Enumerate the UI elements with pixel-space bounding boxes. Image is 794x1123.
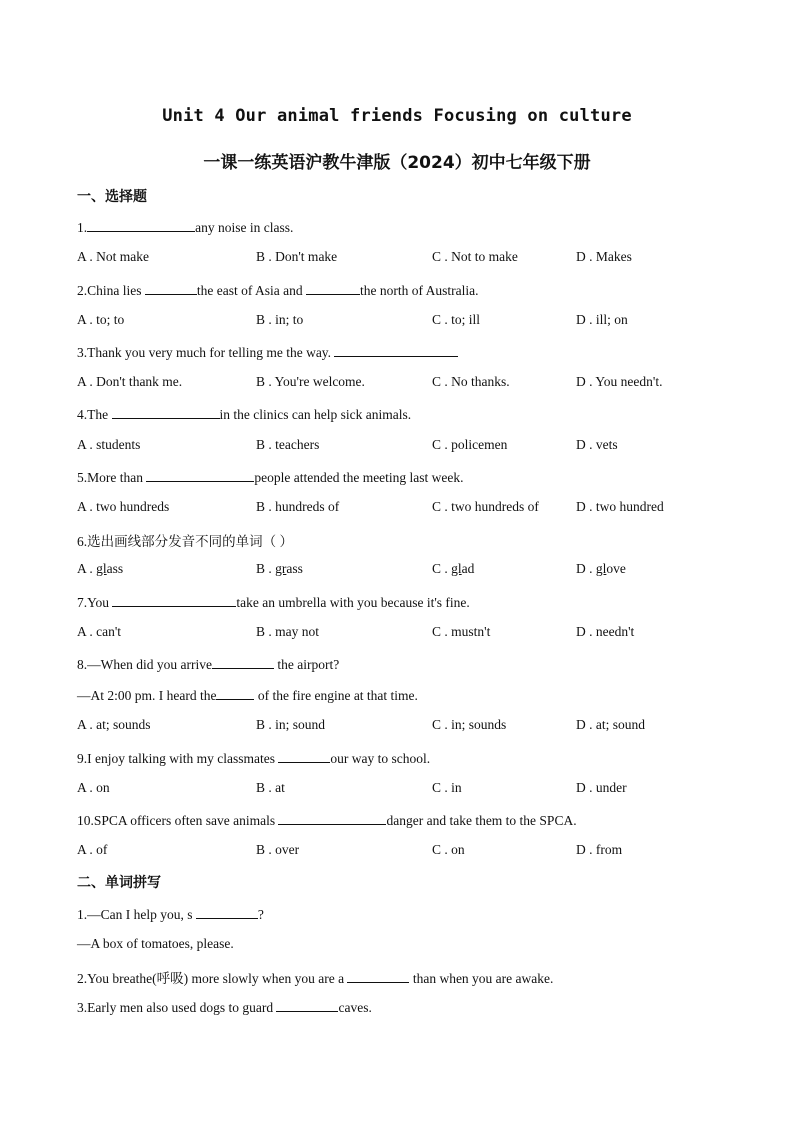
option-c[interactable]: C . No thanks.	[432, 374, 510, 389]
option-c[interactable]: C . Not to make	[432, 249, 518, 264]
answer-blank[interactable]	[334, 343, 458, 357]
answer-blank[interactable]	[196, 905, 258, 919]
option-d[interactable]: D . glove	[576, 561, 626, 576]
option-b[interactable]: B . You're welcome.	[256, 374, 365, 389]
option-a[interactable]: A . can't	[77, 624, 122, 639]
answer-blank[interactable]	[216, 686, 254, 700]
spelling-1-reply: —A box of tomatoes, please.	[77, 936, 234, 951]
option-d[interactable]: D . two hundred	[576, 499, 664, 514]
question-7: 7.You take an umbrella with you because it's fine.	[77, 595, 470, 610]
underlined-letters: gl	[595, 561, 607, 576]
question-5-options	[77, 499, 717, 517]
question-6: 6.选出画线部分发音不同的单词（ ）	[77, 534, 293, 549]
spelling-2: 2.You breathe(呼吸) more slowly when you are a than when you are awake.	[77, 971, 554, 986]
option-d[interactable]: D . under	[576, 780, 627, 795]
answer-blank[interactable]	[87, 218, 195, 232]
option-b[interactable]: B . in; sound	[256, 717, 326, 732]
question-10: 10.SPCA officers often save animals danger and take them to the SPCA.	[77, 813, 577, 828]
option-a[interactable]: A . students	[77, 437, 141, 452]
option-d[interactable]: D . from	[576, 842, 623, 857]
option-b[interactable]: B . grass	[256, 561, 303, 576]
answer-blank[interactable]	[278, 811, 386, 825]
option-a[interactable]: A . Don't thank me.	[77, 374, 183, 389]
question-9-options	[77, 780, 717, 798]
underlined-letters: gr	[275, 561, 287, 576]
question-10-options	[77, 842, 717, 860]
question-2-options	[77, 312, 717, 330]
option-c[interactable]: C . mustn't	[432, 624, 491, 639]
answer-blank[interactable]	[146, 468, 254, 482]
answer-blank[interactable]	[278, 749, 330, 763]
page-title: Unit 4 Our animal friends Focusing on culture	[162, 106, 632, 126]
question-4-options	[77, 437, 717, 455]
spelling-3: 3.Early men also used dogs to guard caves.	[77, 1000, 372, 1015]
option-a[interactable]: A . at; sounds	[77, 717, 151, 732]
option-d[interactable]: D . ill; on	[576, 312, 628, 327]
option-b[interactable]: B . in; to	[256, 312, 304, 327]
option-b[interactable]: B . Don't make	[256, 249, 338, 264]
question-2: 2.China lies the east of Asia and the north of Australia.	[77, 283, 479, 298]
spelling-1: 1.—Can I help you, s ?	[77, 907, 264, 922]
option-b[interactable]: B . may not	[256, 624, 319, 639]
option-c[interactable]: C . policemen	[432, 437, 508, 452]
question-7-options	[77, 624, 717, 642]
question-1: 1. any noise in class.	[77, 220, 294, 235]
option-a[interactable]: A . to; to	[77, 312, 125, 327]
question-8-reply: —At 2:00 pm. I heard the of the fire engine at that time.	[77, 688, 418, 703]
question-8: 8.—When did you arrive the airport?	[77, 657, 340, 672]
answer-blank[interactable]	[112, 593, 236, 607]
question-4: 4.The in the clinics can help sick animals.	[77, 407, 412, 422]
option-c[interactable]: C . glad	[432, 561, 475, 576]
option-a[interactable]: A . glass	[77, 561, 124, 576]
answer-blank[interactable]	[112, 405, 220, 419]
answer-blank[interactable]	[347, 969, 409, 983]
option-c[interactable]: C . in; sounds	[432, 717, 507, 732]
option-b[interactable]: B . hundreds of	[256, 499, 340, 514]
question-5: 5.More than people attended the meeting last week.	[77, 470, 464, 485]
option-d[interactable]: D . at; sound	[576, 717, 645, 732]
section-heading-multiple-choice: 一、选择题	[77, 189, 147, 205]
option-b[interactable]: B . teachers	[256, 437, 320, 452]
option-c[interactable]: C . to; ill	[432, 312, 481, 327]
option-d[interactable]: D . Makes	[576, 249, 632, 264]
option-a[interactable]: A . of	[77, 842, 108, 857]
option-b[interactable]: B . at	[256, 780, 285, 795]
question-3-options	[77, 374, 717, 392]
underlined-letters: gl	[96, 561, 107, 576]
option-b[interactable]: B . over	[256, 842, 300, 857]
option-a[interactable]: A . on	[77, 780, 110, 795]
question-3: 3.Thank you very much for telling me the way.	[77, 343, 458, 361]
question-1-options	[77, 249, 717, 267]
option-c[interactable]: C . on	[432, 842, 465, 857]
answer-blank[interactable]	[306, 281, 360, 295]
answer-blank[interactable]	[212, 655, 274, 669]
option-a[interactable]: A . Not make	[77, 249, 149, 264]
question-9: 9.I enjoy talking with my classmates our way to school.	[77, 751, 431, 766]
option-d[interactable]: D . You needn't.	[576, 374, 663, 389]
question-6-options	[77, 561, 717, 579]
page-subtitle: 一课一练英语沪教牛津版（2024）初中七年级下册	[203, 153, 591, 173]
option-a[interactable]: A . two hundreds	[77, 499, 170, 514]
underlined-letters: gl	[451, 561, 462, 576]
question-8-options	[77, 717, 717, 735]
answer-blank[interactable]	[145, 281, 197, 295]
option-c[interactable]: C . two hundreds of	[432, 499, 539, 514]
section-heading-spelling: 二、单词拼写	[77, 875, 161, 891]
option-d[interactable]: D . vets	[576, 437, 618, 452]
option-d[interactable]: D . needn't	[576, 624, 635, 639]
option-c[interactable]: C . in	[432, 780, 462, 795]
answer-blank[interactable]	[276, 998, 338, 1012]
